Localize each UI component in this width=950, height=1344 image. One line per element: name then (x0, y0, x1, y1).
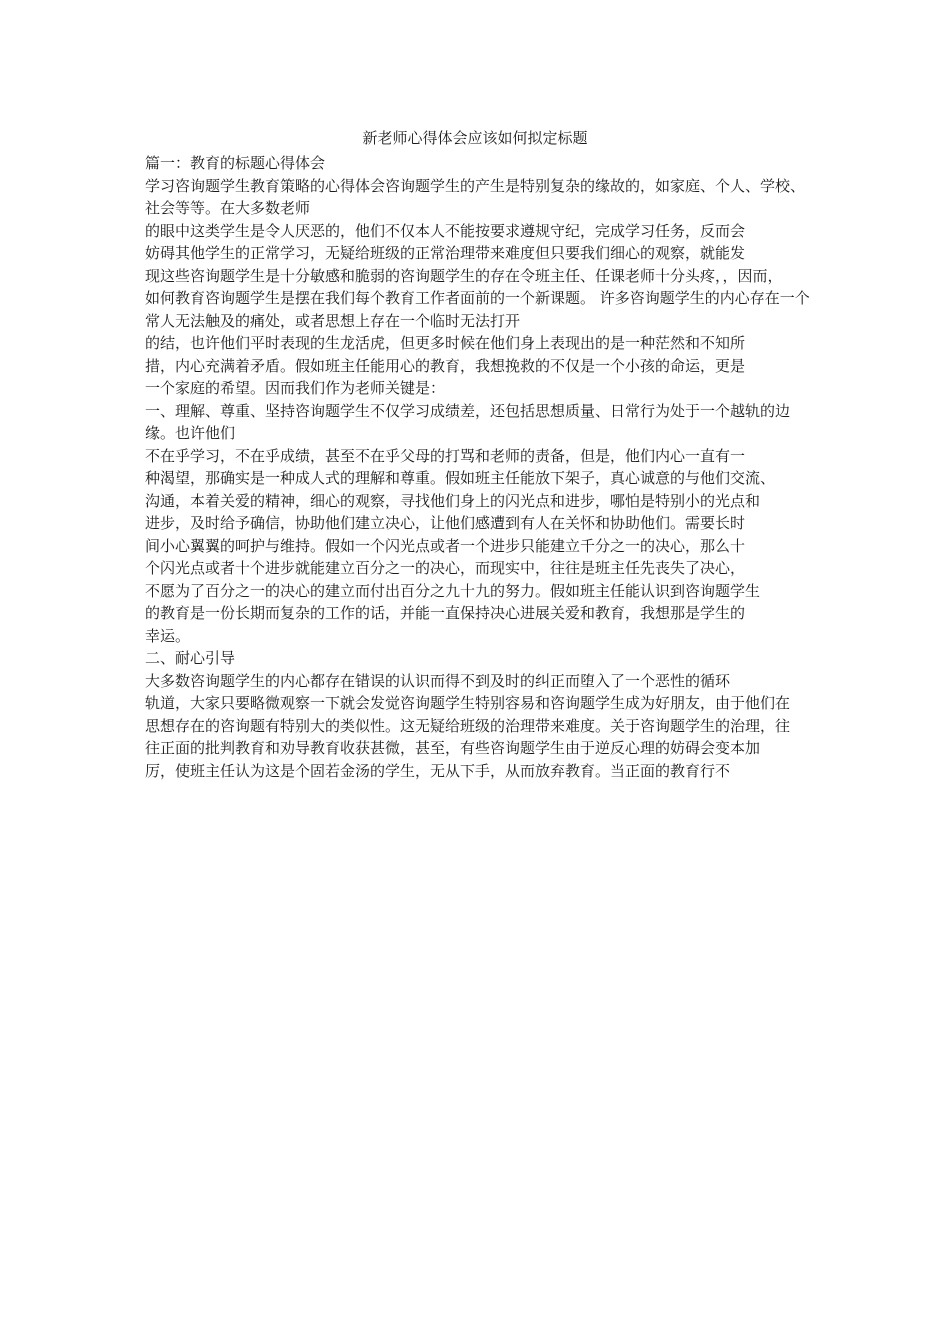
paragraph: 厉，使班主任认为这是个固若金汤的学生，无从下手，从而放弃教育。当正面的教育行不 (145, 761, 731, 780)
paragraph: 现这些咨询题学生是十分敏感和脆弱的咨询题学生的存在令班主任、任课老师十分头疼，，因而， (145, 266, 783, 285)
paragraph: 的教育是一份长期而复杂的工作的话，并能一直保持决心进展关爱和教育，我想那是学生的 (145, 604, 746, 622)
paragraph: 篇一：教育的标题心得体会 (145, 154, 326, 172)
paragraph: 一、理解、尊重、坚持咨询题学生不仅学习成绩差，还包括思想质量、日常行为处于一个越轨的边缘。也许他们 (145, 401, 791, 442)
paragraph: 学习咨询题学生教育策略的心得体会咨询题学生的产生是特别复杂的缘故的，如家庭、个人、学校、社会等等。在大多数老师 (145, 176, 806, 217)
paragraph: 的眼中这类学生是令人厌恶的，他们不仅本人不能按要求遵规守纪，完成学习任务，反而会 (145, 221, 746, 240)
paragraph: 妨碍其他学生的正常学习，无疑给班级的正常治理带来难度但只要我们细心的观察，就能发 (145, 244, 746, 262)
paragraph: 一个家庭的希望。因而我们作为老师关键是： (145, 379, 446, 397)
paragraph: 往正面的批判教育和劝导教育收获甚微，甚至，有些咨询题学生由于逆反心理的妨碍会变本加 (145, 739, 761, 757)
paragraph: 二、耐心引导 (145, 649, 236, 667)
document-title: 新老师心得体会应该如何拟定标题 (362, 129, 588, 147)
paragraph: 个闪光点或者十个进步就能建立百分之一的决心，而现实中，往往是班主任先丧失了决心， (145, 559, 746, 577)
paragraph: 间小心翼翼的呵护与维持。假如一个闪光点或者一个进步只能建立千分之一的决心，那么十 (145, 536, 746, 555)
paragraph: 不愿为了百分之一的决心的建立而付出百分之九十九的努力。假如班主任能认识到咨询题学生 (145, 581, 761, 600)
document-body (145, 152, 817, 782)
paragraph: 幸运。 (145, 626, 191, 645)
paragraph: 的结，也许他们平时表现的生龙活虎，但更多时候在他们身上表现出的是一种茫然和不知所 (145, 334, 746, 352)
paragraph: 不在乎学习，不在乎成绩，甚至不在乎父母的打骂和老师的责备，但是，他们内心一直有一 (145, 446, 746, 465)
paragraph: 措，内心充满着矛盾。假如班主任能用心的教育，我想挽救的不仅是一个小孩的命运，更是 (145, 356, 746, 375)
paragraph: 种渴望，那确实是一种成人式的理解和尊重。假如班主任能放下架子，真心诚意的与他们交流、 (145, 469, 776, 487)
paragraph: 轨道，大家只要略微观察一下就会发觉咨询题学生特别容易和咨询题学生成为好朋友，由于他们在 (145, 694, 791, 712)
paragraph: 进步，及时给予确信，协助他们建立决心，让他们感遭到有人在关怀和协助他们。需要长时 (145, 514, 746, 532)
paragraph: 思想存在的咨询题有特别大的类似性。这无疑给班级的治理带来难度。关于咨询题学生的治理，往 (145, 716, 791, 735)
paragraph: 沟通，本着关爱的精神，细心的观察，寻找他们身上的闪光点和进步，哪怕是特别小的光点和 (145, 491, 761, 510)
paragraph: 大多数咨询题学生的内心都存在错误的认识而得不到及时的纠正而堕入了一个恶性的循环 (145, 671, 731, 690)
paragraph: 如何教育咨询题学生是摆在我们每个教育工作者面前的一个新课题。 许多咨询题学生的内心存在一个常人无法触及的痛处，或者思想上存在一个临时无法打开 (145, 289, 810, 330)
